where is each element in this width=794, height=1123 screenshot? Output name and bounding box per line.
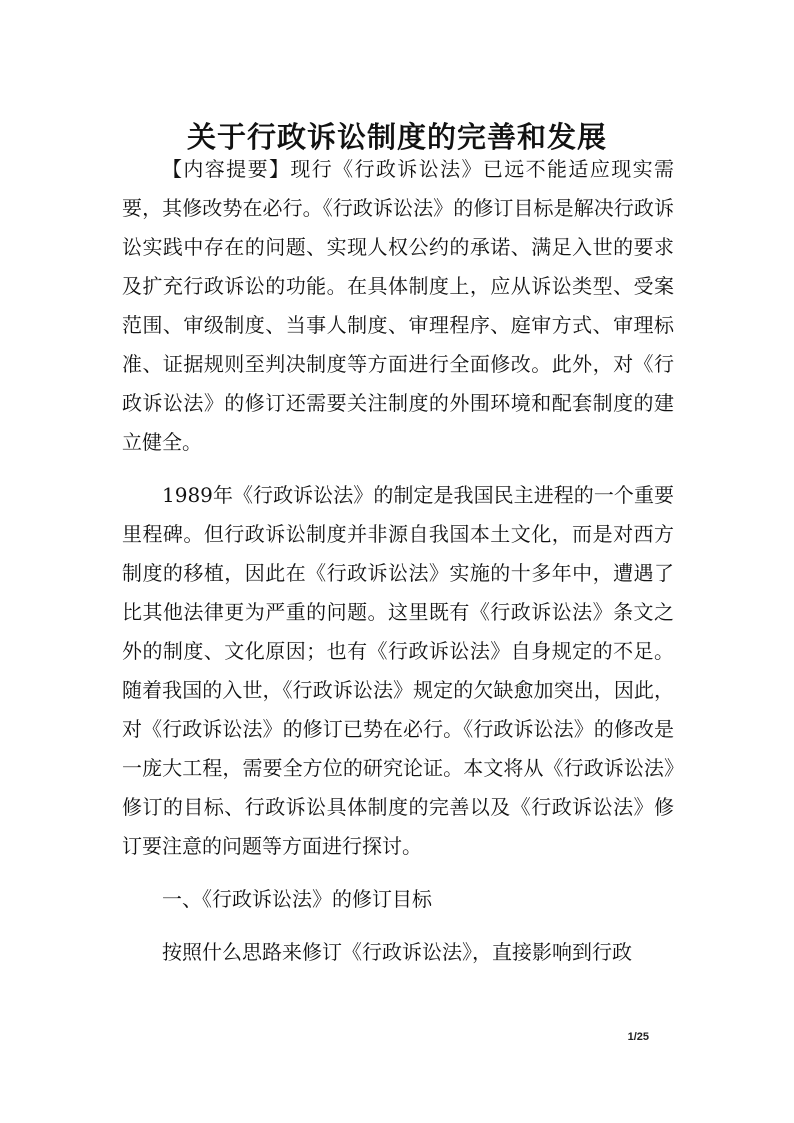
- page-number: 1/25: [627, 1031, 649, 1043]
- abstract-paragraph: 【内容提要】现行《行政诉讼法》已远不能适应现实需要，其修改势在必行。《行政诉讼法》的修订目标是解决行政诉讼实践中存在的问题、实现人权公约的承诺、满足入世的要求及扩充行政诉讼的功能。在具体制度上，应从诉讼类型、受案范围、审级制度、当事人制度、审理程序、庭审方式、审理标准、证据规则至判决制度等方面进行全面修改。此外，对《行政诉讼法》的修订还需要关注制度的外围环境和配套制度的建立健全。: [122, 157, 674, 454]
- intro-paragraph: 1989年《行政诉讼法》的制定是我国民主进程的一个重要里程碑。但行政诉讼制度并非源自我国本土文化，而是对西方制度的移植，因此在《行政诉讼法》实施的十多年中，遭遇了比其他法律更为严重的问题。这里既有《行政诉讼法》条文之外的制度、文化原因；也有《行政诉讼法》自身规定的不足。随着我国的入世，《行政诉讼法》规定的欠缺愈加突出，因此，对《行政诉讼法》的修订已势在必行。《行政诉讼法》的修改是一庞大工程，需要全方位的研究论证。本文将从《行政诉讼法》修订的目标、行政诉讼具体制度的完善以及《行政诉讼法》修订要注意的问题等方面进行探讨。: [122, 483, 674, 858]
- section-heading: 一、《行政诉讼法》的修订目标: [162, 887, 432, 911]
- document-title: 关于行政诉讼制度的完善和发展: [186, 120, 607, 155]
- section-paragraph: 按照什么思路来修订《行政诉讼法》，直接影响到行政: [162, 940, 632, 964]
- document-body: [122, 150, 674, 972]
